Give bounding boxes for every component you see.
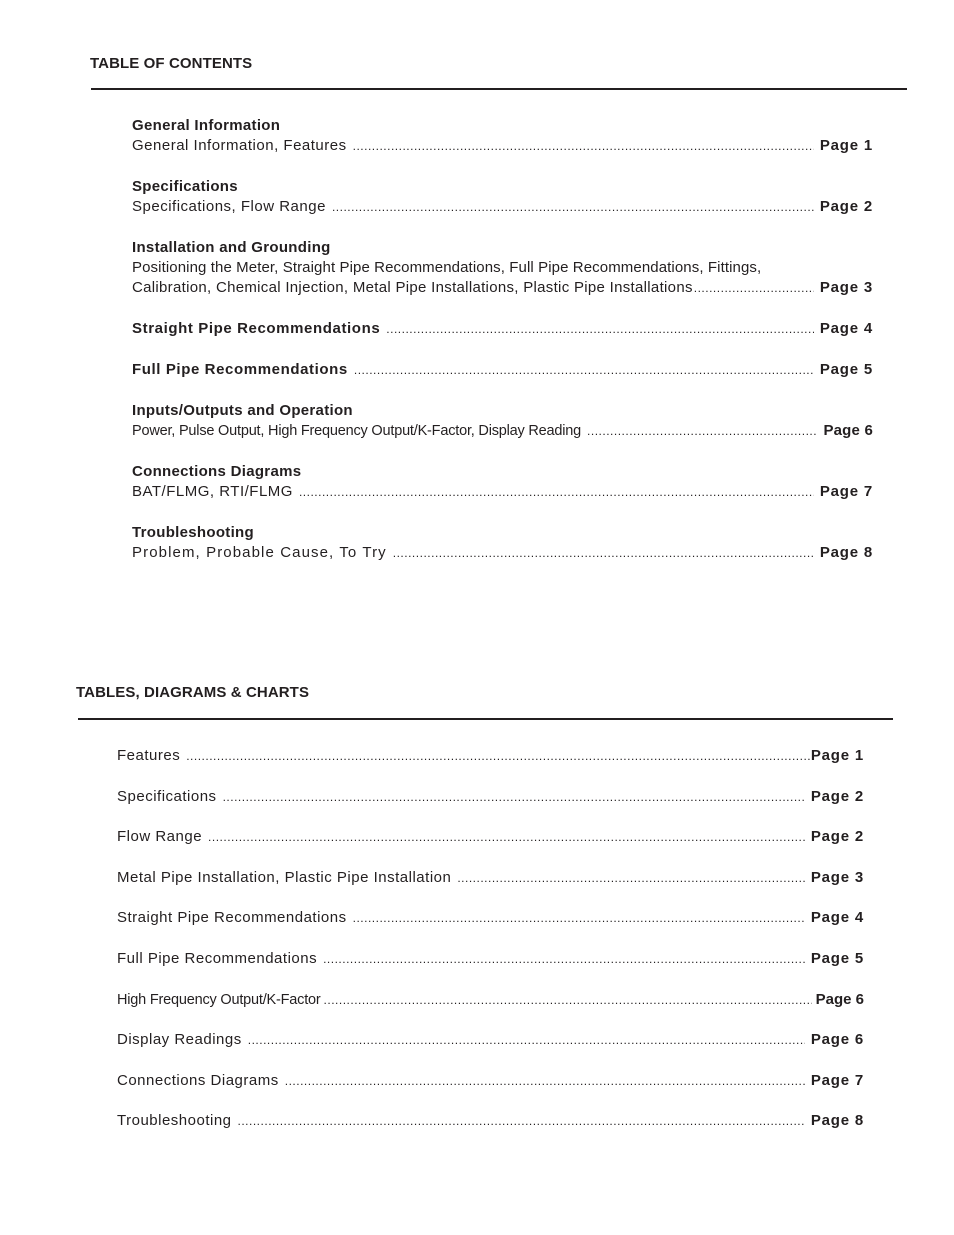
dot-leader bbox=[587, 421, 817, 441]
toc-line[interactable] bbox=[132, 543, 873, 563]
dot-leader bbox=[694, 278, 814, 298]
toc-heading: Specifications bbox=[132, 178, 238, 195]
page-ref: Page 7 bbox=[819, 483, 873, 500]
dot-leader bbox=[299, 482, 814, 502]
toc-line-text: Problem, Probable Cause, To Try bbox=[132, 544, 387, 561]
toc-heading: Installation and Grounding bbox=[132, 239, 331, 256]
tdc-row[interactable] bbox=[117, 990, 864, 1031]
tdc-list bbox=[117, 746, 864, 1152]
toc-entry bbox=[132, 319, 873, 339]
tdc-row[interactable] bbox=[117, 827, 864, 868]
dot-leader bbox=[457, 868, 804, 888]
toc-heading: Troubleshooting bbox=[132, 524, 254, 541]
tdc-row-label: High Frequency Output/K-Factor bbox=[117, 991, 321, 1008]
toc-entry bbox=[132, 238, 873, 298]
dot-leader bbox=[324, 990, 812, 1010]
dot-leader bbox=[332, 197, 814, 217]
toc-line-text: Straight Pipe Recommendations bbox=[132, 320, 381, 337]
toc-line-text: Positioning the Meter, Straight Pipe Recommendations, Full Pipe Recommendations, Fittings, bbox=[132, 259, 762, 276]
tdc-row[interactable] bbox=[117, 746, 864, 787]
page-ref: Page 2 bbox=[810, 787, 864, 805]
page-ref: Page 5 bbox=[819, 361, 873, 378]
tdc-row-label: Troubleshooting bbox=[117, 1112, 232, 1130]
dot-leader bbox=[238, 1111, 805, 1131]
dot-leader bbox=[354, 360, 814, 380]
dot-leader bbox=[393, 543, 814, 563]
page-ref: Page 6 bbox=[810, 1031, 864, 1049]
tdc-row[interactable] bbox=[117, 949, 864, 990]
page-ref: Page 6 bbox=[823, 422, 873, 439]
tdc-row[interactable] bbox=[117, 908, 864, 949]
dot-leader bbox=[208, 827, 805, 847]
page-ref: Page 4 bbox=[819, 320, 873, 337]
tdc-row-label: Connections Diagrams bbox=[117, 1071, 279, 1089]
tdc-row[interactable] bbox=[117, 1030, 864, 1071]
toc-heading: Connections Diagrams bbox=[132, 463, 302, 480]
toc-line-text: Power, Pulse Output, High Frequency Output/K-Factor, Display Reading bbox=[132, 423, 582, 439]
dot-leader bbox=[386, 319, 814, 339]
page-ref: Page 2 bbox=[810, 828, 864, 846]
toc-entry bbox=[132, 523, 873, 563]
toc-line[interactable] bbox=[132, 482, 873, 502]
page-ref: Page 1 bbox=[819, 137, 873, 154]
toc-line-text: Specifications, Flow Range bbox=[132, 198, 326, 215]
page-ref: Page 5 bbox=[810, 949, 864, 967]
tdc-row-label: Straight Pipe Recommendations bbox=[117, 909, 347, 927]
page-ref: Page 4 bbox=[810, 909, 864, 927]
toc-entry bbox=[132, 116, 873, 156]
tdc-divider bbox=[78, 718, 893, 720]
toc-entry bbox=[132, 177, 873, 217]
tdc-row[interactable] bbox=[117, 1111, 864, 1152]
page-ref: Page 6 bbox=[815, 990, 864, 1008]
toc-line[interactable] bbox=[132, 197, 873, 217]
toc-divider bbox=[91, 88, 907, 90]
toc-line[interactable] bbox=[132, 319, 873, 339]
tdc-row-label: Full Pipe Recommendations bbox=[117, 949, 318, 967]
tdc-row-label: Features bbox=[117, 747, 181, 764]
toc-heading: General Information bbox=[132, 117, 281, 134]
toc-line-text: BAT/FLMG, RTI/FLMG bbox=[132, 483, 293, 500]
toc-title: TABLE OF CONTENTS bbox=[90, 55, 253, 72]
dot-leader bbox=[285, 1071, 805, 1091]
tdc-row-label: Metal Pipe Installation, Plastic Pipe Installation bbox=[117, 868, 452, 886]
dot-leader bbox=[186, 746, 811, 766]
toc-line[interactable] bbox=[132, 421, 873, 441]
toc-entry bbox=[132, 360, 873, 380]
toc-line-text: Full Pipe Recommendations bbox=[132, 361, 348, 378]
page-ref: Page 2 bbox=[819, 198, 873, 215]
page-ref: Page 1 bbox=[810, 747, 864, 764]
dot-leader bbox=[353, 136, 814, 156]
dot-leader bbox=[223, 787, 805, 807]
toc-heading: Inputs/Outputs and Operation bbox=[132, 402, 353, 419]
page-ref: Page 8 bbox=[810, 1112, 864, 1130]
dot-leader bbox=[248, 1030, 805, 1050]
tdc-row-label: Specifications bbox=[117, 787, 217, 805]
page-ref: Page 7 bbox=[810, 1071, 864, 1089]
dot-leader bbox=[323, 949, 805, 969]
tdc-title: TABLES, DIAGRAMS & CHARTS bbox=[76, 684, 310, 701]
toc-list bbox=[132, 116, 873, 584]
tdc-row-label: Display Readings bbox=[117, 1031, 242, 1049]
toc-line-text: Calibration, Chemical Injection, Metal Pipe Installations, Plastic Pipe Installations bbox=[132, 279, 693, 296]
toc-line[interactable] bbox=[132, 136, 873, 156]
toc-entry bbox=[132, 401, 873, 441]
tdc-row[interactable] bbox=[117, 787, 864, 828]
page-ref: Page 3 bbox=[810, 868, 864, 886]
tdc-row[interactable] bbox=[117, 868, 864, 909]
toc-entry bbox=[132, 462, 873, 502]
tdc-row-label: Flow Range bbox=[117, 828, 203, 846]
dot-leader bbox=[353, 908, 805, 928]
toc-line[interactable] bbox=[132, 360, 873, 380]
page-ref: Page 8 bbox=[819, 544, 873, 561]
toc-line-text: General Information, Features bbox=[132, 137, 347, 154]
tdc-row[interactable] bbox=[117, 1071, 864, 1112]
page-ref: Page 3 bbox=[819, 279, 873, 296]
toc-line[interactable] bbox=[132, 278, 873, 298]
